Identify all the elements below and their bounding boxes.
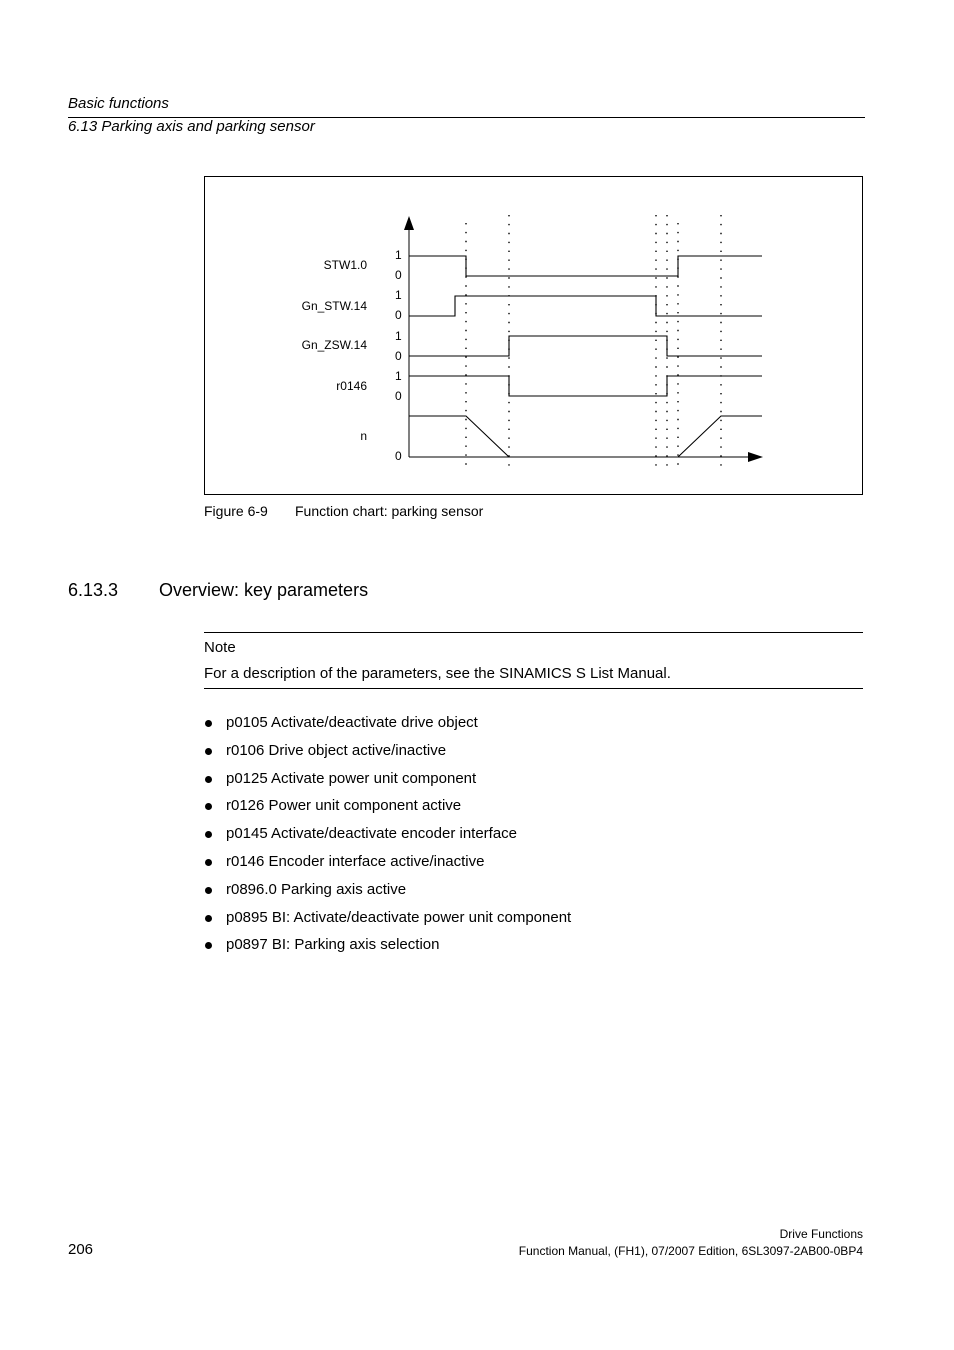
list-item-text: p0895 BI: Activate/deactivate power unit component — [226, 908, 572, 926]
signal-label-n: n — [360, 429, 367, 443]
bullet-icon — [205, 915, 212, 922]
level-label-gn-zsw-14-low: 0 — [395, 349, 402, 363]
waveform-n — [409, 416, 762, 457]
level-label-gn-zsw-14-high: 1 — [395, 329, 402, 343]
list-item-text: r0146 Encoder interface active/inactive — [226, 852, 485, 870]
section-title: Overview: key parameters — [159, 580, 369, 600]
event-markers — [466, 215, 721, 467]
waveform-gn-zsw-14 — [409, 336, 762, 356]
bullet-icon — [205, 748, 212, 755]
signal-label-r0146: r0146 — [336, 379, 367, 393]
figure-caption-number: Figure 6-9 — [204, 503, 268, 519]
horizontal-axis-arrowhead — [748, 452, 763, 462]
level-label-gn-stw-14-low: 0 — [395, 308, 402, 322]
bullet-icon — [205, 859, 212, 866]
list-item-text: r0896.0 Parking axis active — [226, 880, 407, 898]
chart-axes — [404, 216, 763, 462]
note-bottom-rule — [204, 688, 863, 689]
list-item-text: r0126 Power unit component active — [226, 797, 462, 815]
bullet-icon — [205, 831, 212, 838]
figure-caption-text: Function chart: parking sensor — [295, 503, 484, 519]
waveform-r0146 — [409, 376, 762, 396]
level-label-stw1-0-high: 1 — [395, 248, 402, 262]
signal-label-gn-zsw-14: Gn_ZSW.14 — [301, 338, 367, 352]
waveform-gn-stw-14 — [409, 296, 762, 316]
note-title: Note — [204, 639, 236, 656]
bullet-icon — [205, 776, 212, 783]
level-label-n-zero: 0 — [395, 449, 402, 463]
page-number: 206 — [68, 1241, 94, 1258]
signal-waveforms — [409, 256, 762, 457]
list-item-text: p0125 Activate power unit component — [226, 769, 477, 787]
list-item-text: p0105 Activate/deactivate drive object — [226, 714, 478, 731]
note-text: For a description of the parameters, see the SINAMICS S List Manual. — [204, 665, 671, 682]
vertical-axis-arrowhead — [404, 216, 414, 230]
list-item-text: r0106 Drive object active/inactive — [226, 741, 447, 759]
running-header-subsection: 6.13 Parking axis and parking sensor — [68, 118, 315, 135]
level-label-stw1-0-low: 0 — [395, 268, 402, 282]
running-header-section: Basic functions — [68, 95, 169, 112]
list-item-text: p0897 BI: Parking axis selection — [226, 936, 440, 954]
bullet-icon — [205, 720, 212, 727]
bullet-icon — [205, 803, 212, 810]
signal-label-stw1-0: STW1.0 — [323, 258, 367, 272]
figure-caption — [204, 503, 484, 519]
function-chart-figure — [204, 176, 863, 495]
level-label-r0146-high: 1 — [395, 369, 402, 383]
section-number: 6.13.3 — [68, 580, 119, 600]
footer-doc-title: Drive Functions — [779, 1227, 863, 1241]
function-chart-diagram — [205, 177, 862, 494]
level-label-gn-stw-14-high: 1 — [395, 288, 402, 302]
signal-label-gn-stw-14: Gn_STW.14 — [301, 299, 367, 313]
note-top-rule — [204, 632, 863, 633]
waveform-stw1-0 — [409, 256, 762, 276]
level-label-r0146-low: 0 — [395, 389, 402, 403]
bullet-icon — [205, 887, 212, 894]
footer-doc-details: Function Manual, (FH1), 07/2007 Edition, 6SL3097-2AB00-0BP4 — [518, 1244, 863, 1258]
bullet-icon — [205, 942, 212, 949]
list-item-text: p0145 Activate/deactivate encoder interface — [226, 825, 518, 843]
